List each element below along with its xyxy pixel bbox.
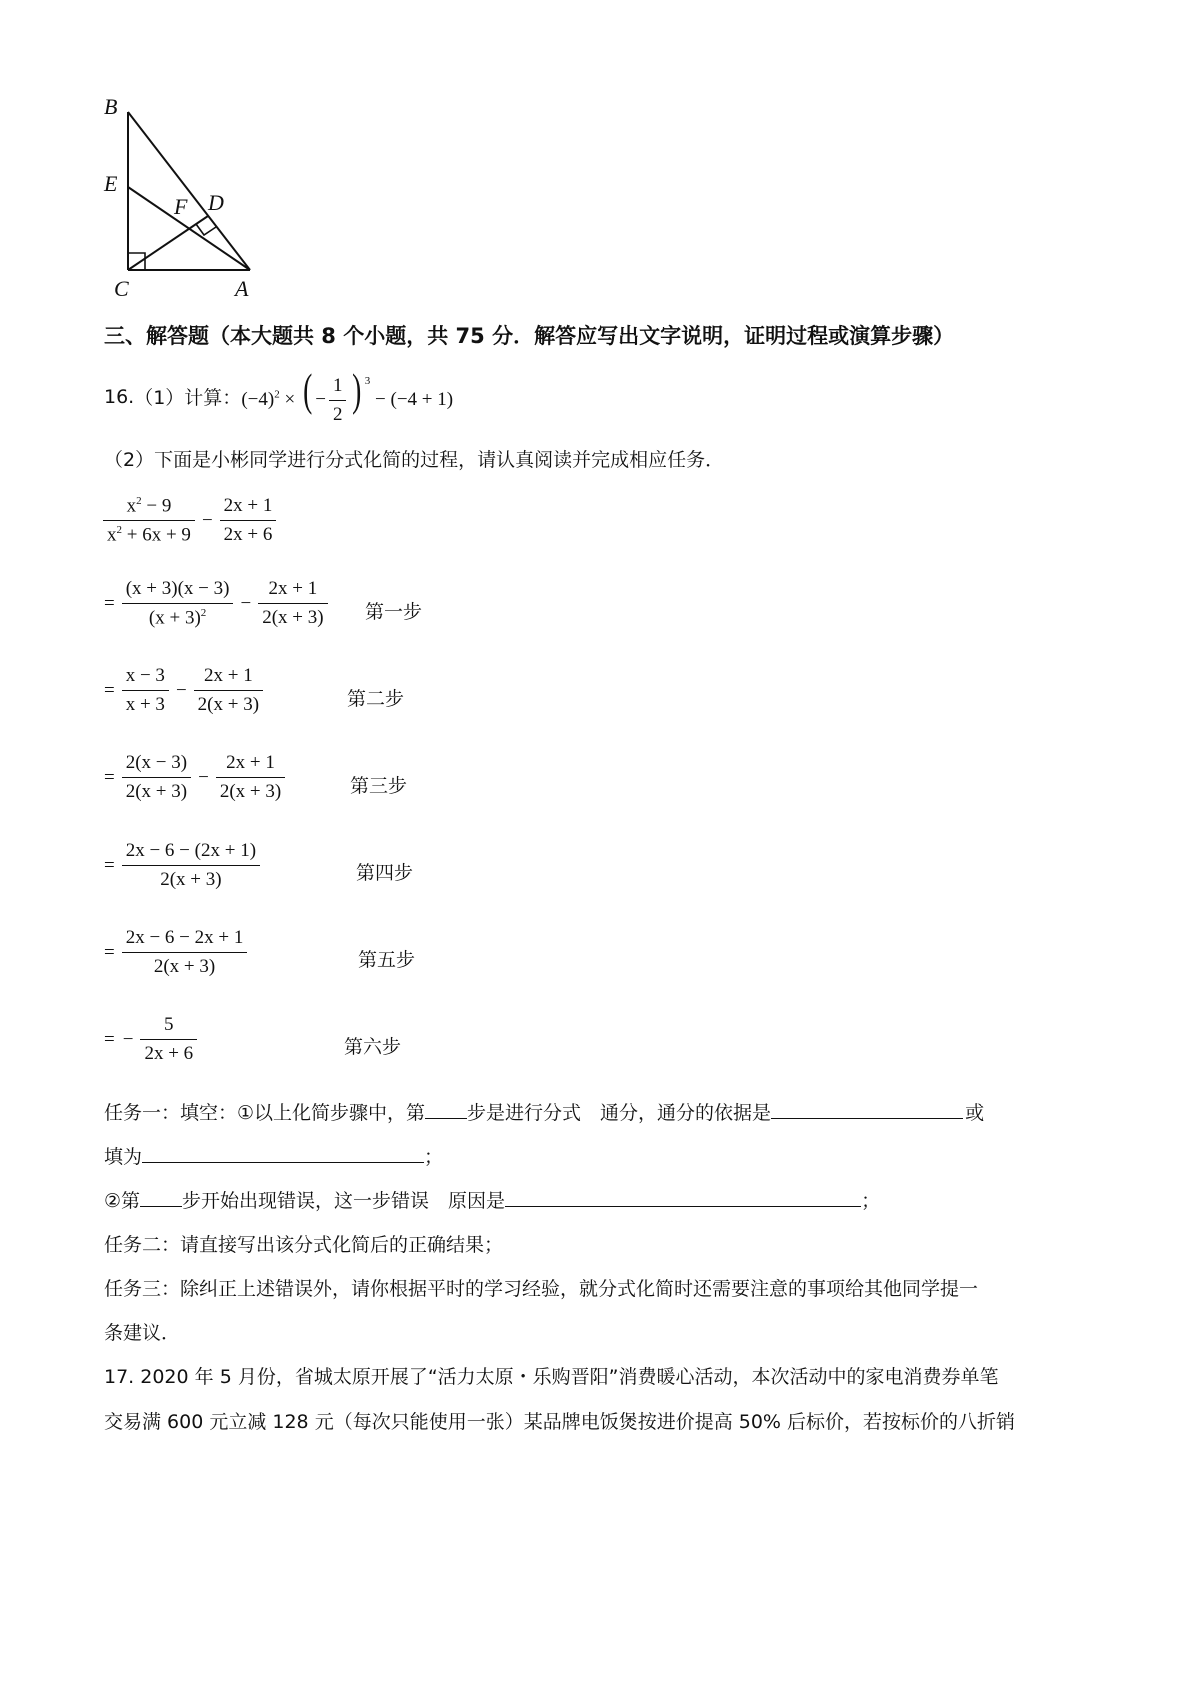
simplification-line-3: = $\frac{2(x - 3)}{2(x + 3)}$ − $\frac{2x + 1}{2(x + 3)}$ bbox=[100, 752, 288, 803]
segment-ba bbox=[128, 112, 250, 270]
step-1-label: 第一步 bbox=[365, 601, 423, 623]
task1-text-g: 步开始出现错误，这一步错误 原因是 bbox=[182, 1190, 506, 1212]
task1-text-b: 步是进行分式 通分，通分的依据是 bbox=[467, 1102, 772, 1124]
label-e: E bbox=[104, 171, 118, 196]
task3-line2: 条建议． bbox=[104, 1322, 181, 1344]
task1-line2 bbox=[104, 1142, 443, 1169]
task1-line1 bbox=[104, 1098, 984, 1125]
task1-line3 bbox=[104, 1186, 880, 1213]
task1-text-a: 任务一：填空：①以上化简步骤中，第 bbox=[104, 1102, 426, 1124]
step-6-label: 第六步 bbox=[344, 1036, 402, 1058]
q16-part2-text: （2）下面是小彬同学进行分式化简的过程，请认真阅读并完成相应任务． bbox=[104, 449, 725, 471]
simplification-line-1: = $\frac{(x + 3)(x - 3)}{(x + 3)^2}$ − $\frac{2x + 1}{2(x + 3)}$ bbox=[100, 578, 331, 629]
label-a: A bbox=[235, 276, 249, 301]
task1-blank-step[interactable] bbox=[425, 1098, 467, 1119]
right-angle-d bbox=[196, 224, 216, 235]
q16-part1 bbox=[104, 364, 454, 426]
label-f: F bbox=[174, 194, 188, 219]
label-d: D bbox=[208, 190, 224, 215]
simplification-line-0: $\frac{x^2 - 9}{x^2 + 6x + 9}$ − $\frac{2x + 1}{2x + 6}$ bbox=[100, 495, 279, 547]
task1-blank-error-reason[interactable] bbox=[505, 1186, 861, 1207]
task2: 任务二：请直接写出该分式化简后的正确结果； bbox=[104, 1234, 504, 1256]
simplification-line-5: = $\frac{2x - 6 - 2x + 1}{2(x + 3)}$ bbox=[100, 927, 250, 978]
task1-text-c: 或 bbox=[965, 1102, 985, 1124]
q16-number: 16. bbox=[104, 385, 135, 408]
label-c: C bbox=[114, 276, 129, 301]
label-b: B bbox=[104, 94, 118, 119]
section-heading: 三、解答题（本大题共 8 个小题，共 75 分．解答应写出文字说明，证明过程或演算步骤） bbox=[104, 324, 955, 348]
q17-line2: 交易满 600 元立减 128 元（每次只能使用一张）某品牌电饭煲按进价提高 50% 后标价，若按标价的八折销 bbox=[104, 1411, 1016, 1433]
simplification-line-4: = $\frac{2x - 6 - (2x + 1)}{2(x + 3)}$ bbox=[100, 840, 263, 891]
step-2-label: 第二步 bbox=[347, 688, 405, 710]
task1-text-h: ； bbox=[861, 1190, 881, 1212]
task1-text-f: ②第 bbox=[104, 1190, 141, 1212]
task1-blank-basis[interactable] bbox=[771, 1098, 963, 1119]
step-5-label: 第五步 bbox=[358, 949, 416, 971]
simplification-line-2: = $\frac{x - 3}{x + 3}$ − $\frac{2x + 1}{2(x + 3)}$ bbox=[100, 665, 266, 716]
task1-text-d: 填为 bbox=[104, 1146, 143, 1168]
triangle-figure bbox=[95, 90, 275, 305]
task1-blank-basis-alt[interactable] bbox=[142, 1142, 424, 1163]
q16-part1-label: （1）计算： bbox=[134, 387, 242, 410]
step-4-label: 第四步 bbox=[356, 862, 414, 884]
q16-part1-expression: $(-4)^2$ × ( − $\frac{1}{2}$ ) $^3$ − (−4 + 1) bbox=[241, 364, 454, 426]
step-3-label: 第三步 bbox=[350, 775, 408, 797]
task3-line1: 任务三：除纠正上述错误外，请你根据平时的学习经验，就分式化简时还需要注意的事项给其他同学提一 bbox=[104, 1278, 979, 1300]
q17-line1: 17. 2020 年 5 月份，省城太原开展了“活力太原・乐购晋阳”消费暖心活动，本次活动中的家电消费券单笔 bbox=[104, 1366, 999, 1388]
task1-blank-error-step[interactable] bbox=[140, 1186, 182, 1207]
simplification-line-6: = − $\frac{5}{2x + 6}$ bbox=[100, 1014, 200, 1065]
task1-text-e: ； bbox=[424, 1146, 444, 1168]
